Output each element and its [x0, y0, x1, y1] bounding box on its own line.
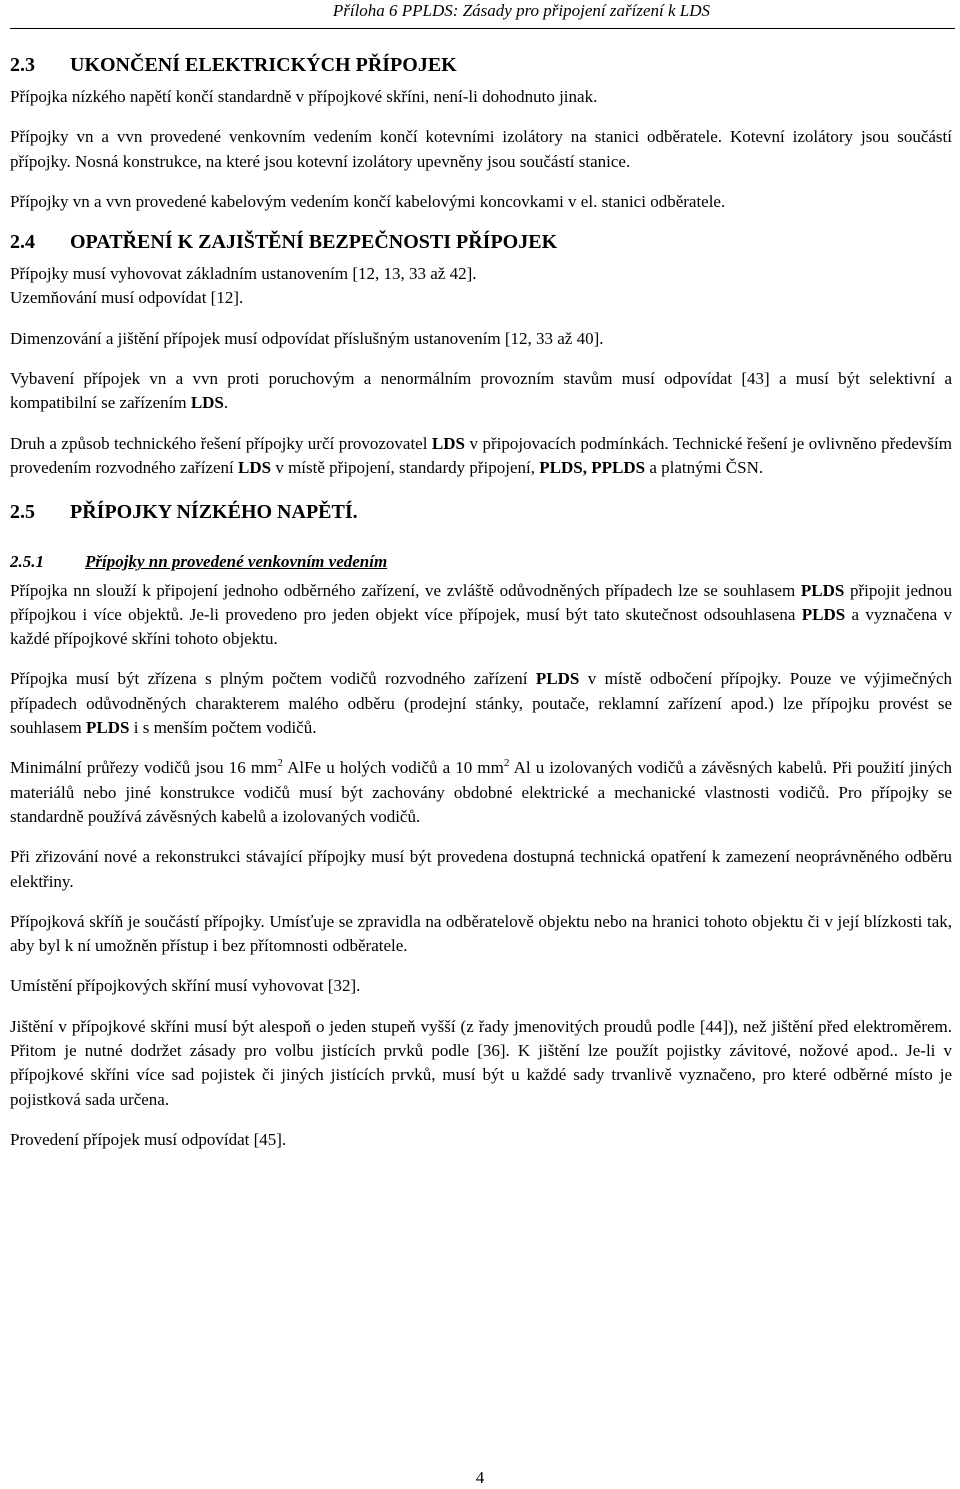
superscript: 2	[503, 757, 510, 770]
section-title: OPATŘENÍ K ZAJIŠTĚNÍ BEZPEČNOSTI PŘÍPOJEK	[70, 231, 558, 254]
text-run: Vybavení přípojek vn a vvn proti poruchovým a nenormálním provozním stavům musí odpovídat [43] a musí být selektivní a kompatibilní se zařízením	[10, 369, 952, 413]
text-run: připojit jednou přípojkou i více objektů. Je-li provedeno pro jeden objekt více přípojek, musí být tato skutečnost odsouhlasena	[10, 580, 952, 624]
section-number: 2.3	[10, 54, 35, 76]
bold-term: LDS	[431, 433, 465, 453]
text-run: v místě odbočení přípojky. Pouze ve výjimečných případech odůvodněných charakterem malého odběru (prodejní stánky, poutače, reklamní zařízení apod.) lze přípojku provést se souhlasem	[10, 669, 952, 738]
text-run: .	[223, 393, 229, 413]
section-title: UKONČENÍ ELEKTRICKÝCH PŘÍPOJEK	[70, 54, 457, 76]
paragraph	[10, 432, 952, 481]
section-title: PŘÍPOJKY NÍZKÉHO NAPĚTÍ.	[70, 501, 358, 524]
paragraph: Při zřizování nové a rekonstrukci stávající přípojky musí být provedena dostupná technická opatření k zamezení neoprávněného odběru elektřiny.	[10, 847, 952, 891]
text-run: Přípojka musí být zřízena s plným počtem vodičů rozvodného zařízení	[10, 669, 536, 689]
text-run: v místě připojení, standardy připojení,	[271, 457, 540, 477]
text-run: i s menším počtem vodičů.	[129, 718, 317, 738]
bold-term: PLDS	[801, 604, 846, 624]
paragraph	[10, 756, 952, 829]
text-run: Druh a způsob technického řešení přípojky určí provozovatel	[10, 433, 432, 453]
bold-term: PLDS, PPLDS	[539, 457, 646, 477]
running-header: Příloha 6 PPLDS: Zásady pro připojení zařízení k LDS	[332, 1, 710, 20]
text-run: AlFe u holých vodičů a 10 mm	[282, 758, 504, 778]
paragraph: Umístění přípojkových skříní musí vyhovovat [32].	[10, 976, 361, 996]
text-run: Přípojka nn slouží k připojení jednoho odběrného zařízení, ve zvláště odůvodněných případech lze se souhlasem	[10, 580, 801, 600]
text-run: Minimální průřezy vodičů jsou 16 mm	[10, 758, 278, 778]
section-number: 2.4	[10, 231, 35, 254]
text-run: a vyznačena v každé přípojkové skříni tohoto objektu.	[10, 604, 952, 649]
section-heading-2-4	[10, 228, 952, 256]
document-body	[10, 46, 952, 1152]
section-heading-2-3	[10, 51, 952, 79]
text-run: Al u izolovaných vodičů a závěsných kabelů. Při použití jiných materiálů nebo jiné konstrukce vodičů musí být zachovány obdobné elektrické a mechanické vlastnosti vodičů. Pro přípojky se standardně používá závěsných kabelů a izolovaných vodičů.	[10, 758, 953, 826]
paragraph: Provedení přípojek musí odpovídat [45].	[10, 1129, 287, 1149]
subsection-title: Přípojky nn provedené venkovním vedením	[85, 552, 388, 572]
paragraph: Přípojky vn a vvn provedené kabelovým vedením končí kabelovými koncovkami v el. stanici odběratele.	[10, 191, 726, 211]
text-run: a platnými ČSN.	[645, 457, 764, 477]
bold-term: PLDS	[800, 580, 845, 600]
bold-term: LDS	[238, 457, 272, 477]
superscript: 2	[277, 757, 283, 770]
header-divider	[10, 28, 955, 29]
section-number: 2.5	[10, 501, 35, 524]
text-run: v připojovacích podmínkách. Technické řešení je ovlivněno především provedením rozvodného zařízení	[10, 433, 952, 477]
bold-term: PLDS	[535, 669, 580, 689]
paragraph: Přípojka nízkého napětí končí standardně v přípojkové skříni, není-li dohodnuto jinak.	[10, 87, 598, 106]
bold-term: PLDS	[86, 718, 130, 738]
paragraph: Uzemňování musí odpovídat [12].	[10, 288, 244, 308]
paragraph: Jištění v přípojkové skříni musí být alespoň o jeden stupeň vyšší (z řady jmenovitých proudů podle [44]), než jištění před elektroměrem. Přitom je nutné dodržet zásady pro volbu jistících prvků podle [36]. K jištění lze použít pojistky závitové, nožové apod.. Je-li v přípojkové skříni více sad pojistek či jiných jistících prvků, musí být u každé sady trvanlivě vyznačeno, pro které odběrné místo je pojistková sada určena.	[10, 1016, 952, 1109]
paragraph: Přípojky vn a vvn provedené venkovním vedením končí kotevními izolátory na stanici odběratele. Kotevní izolátory jsou součástí přípojky. Nosná konstrukce, na které jsou kotevní izolátory upevněny jsou součástí stanice.	[10, 127, 952, 171]
subsection-heading-2-5-1	[10, 550, 952, 574]
bold-term: LDS	[190, 393, 224, 413]
paragraph: Přípojky musí vyhovovat základním ustanovením [12, 13, 33 až 42].	[10, 264, 477, 284]
paragraph	[10, 579, 952, 652]
paragraph	[10, 367, 952, 416]
paragraph: Dimenzování a jištění přípojek musí odpovídat příslušným ustanovením [12, 33 až 40].	[10, 328, 604, 348]
section-heading-2-5	[10, 498, 952, 526]
paragraph	[10, 667, 952, 740]
subsection-number: 2.5.1	[10, 552, 44, 572]
paragraph: Přípojková skříň je součástí přípojky. Umísťuje se zpravidla na odběratelově objektu nebo na hranici tohoto objektu či v její blízkosti tak, aby byl k ní umožněn přístup i bez přítomnosti odběratele.	[10, 911, 952, 956]
page-number: 4	[475, 1468, 485, 1487]
